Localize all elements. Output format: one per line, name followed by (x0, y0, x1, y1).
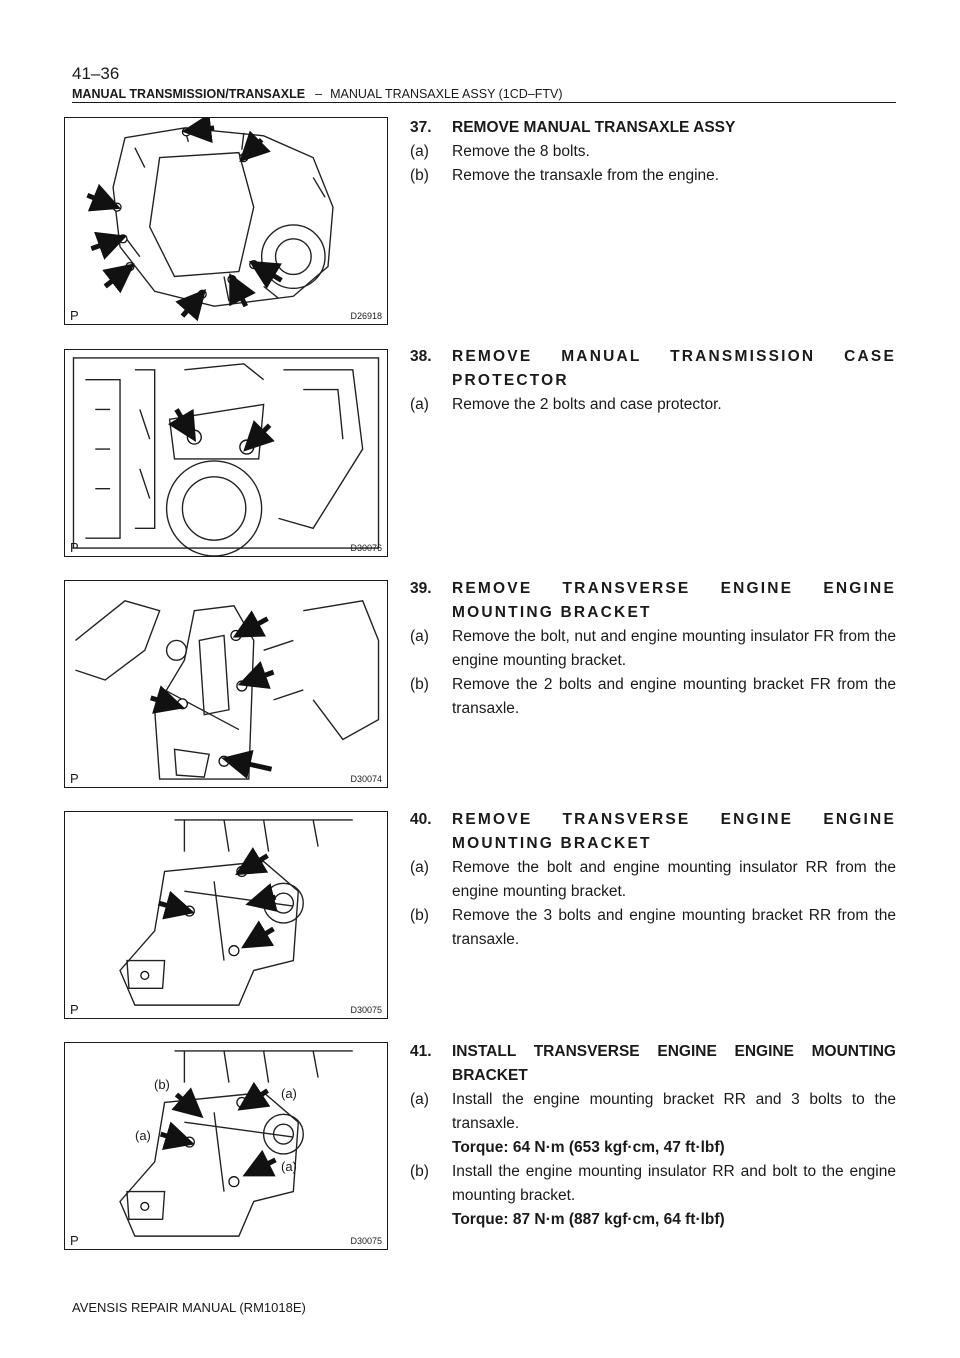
sub-step (410, 625, 896, 673)
sub-step-label: (b) (410, 167, 429, 184)
figure-mounting-bracket-fr (64, 580, 388, 788)
step-title: REMOVE TRANSVERSE ENGINE ENGINE MOUNTING BRACKET (452, 580, 896, 621)
sub-step-label: (a) (410, 859, 429, 876)
callout-label: (a) (281, 1086, 297, 1101)
sub-step-label: (a) (410, 396, 429, 413)
step-number: 40. (410, 811, 432, 828)
step-title: REMOVE MANUAL TRANSAXLE ASSY (452, 119, 736, 136)
sub-step-label: (b) (410, 1163, 429, 1180)
step-37 (410, 116, 896, 188)
sub-step-text: Remove the 3 bolts and engine mounting bracket RR from the transaxle. (452, 907, 896, 948)
header-separator: – (315, 87, 323, 101)
transaxle-housing-illustration (65, 118, 387, 324)
sub-step-label: (a) (410, 1091, 429, 1108)
sub-step (410, 673, 896, 721)
torque-spec: Torque: 87 N·m (887 kgf·cm, 64 ft·lbf) (452, 1211, 725, 1228)
sub-step-text: Install the engine mounting bracket RR and 3 bolts to the transaxle. (452, 1091, 896, 1132)
case-protector-illustration (65, 350, 387, 556)
figure-mounting-bracket-rr-install (64, 1042, 388, 1250)
sub-step-label: (a) (410, 628, 429, 645)
step-title: REMOVE MANUAL TRANSMISSION CASE PROTECTOR (452, 348, 896, 389)
page-number: 41–36 (72, 64, 120, 83)
step-number: 38. (410, 348, 432, 365)
figure-p-mark: P (70, 1233, 79, 1248)
callout-label: (b) (154, 1077, 170, 1092)
sub-step-text: Remove the bolt, nut and engine mounting insulator FR from the engine mounting bracket. (452, 628, 896, 669)
step-number: 37. (410, 119, 432, 136)
mounting-bracket-rr-illustration (65, 812, 387, 1018)
step-39 (410, 577, 896, 721)
step-title: INSTALL TRANSVERSE ENGINE ENGINE MOUNTING BRACKET (452, 1043, 896, 1084)
step-40 (410, 808, 896, 952)
sub-step (410, 164, 896, 188)
step-41 (410, 1040, 896, 1232)
callout-label: (a) (281, 1159, 297, 1174)
mounting-bracket-rr-install-illustration (65, 1043, 387, 1249)
header-subsection: MANUAL TRANSAXLE ASSY (1CD–FTV) (330, 87, 563, 101)
figure-id: D30076 (350, 543, 382, 553)
sub-step-text: Remove the bolt and engine mounting insulator RR from the engine mounting bracket. (452, 859, 896, 900)
sub-step-text: Remove the 2 bolts and engine mounting bracket FR from the transaxle. (452, 676, 896, 717)
figure-id: D30075 (350, 1236, 382, 1246)
figure-p-mark: P (70, 771, 79, 786)
sub-step (410, 1088, 896, 1136)
step-number: 39. (410, 580, 432, 597)
sub-step-text: Install the engine mounting insulator RR and bolt to the engine mounting bracket. (452, 1163, 896, 1204)
header-section: MANUAL TRANSMISSION/TRANSAXLE (72, 87, 306, 101)
step-number: 41. (410, 1043, 432, 1060)
figure-case-protector (64, 349, 388, 557)
figure-id: D26918 (350, 311, 382, 321)
step-title: REMOVE TRANSVERSE ENGINE ENGINE MOUNTING BRACKET (452, 811, 896, 852)
running-header (72, 86, 896, 103)
figure-id: D30075 (350, 1005, 382, 1015)
figure-p-mark: P (70, 308, 79, 323)
sub-step (410, 393, 896, 417)
figure-p-mark: P (70, 540, 79, 555)
sub-step-label: (b) (410, 907, 429, 924)
sub-step-label: (b) (410, 676, 429, 693)
sub-step-text: Remove the 8 bolts. (452, 143, 590, 160)
mounting-bracket-fr-illustration (65, 581, 387, 787)
sub-step-text: Remove the 2 bolts and case protector. (452, 396, 722, 413)
sub-step (410, 140, 896, 164)
figure-transaxle-housing (64, 117, 388, 325)
figure-id: D30074 (350, 774, 382, 784)
torque-spec: Torque: 64 N·m (653 kgf·cm, 47 ft·lbf) (452, 1139, 725, 1156)
figure-p-mark: P (70, 1002, 79, 1017)
page-footer: AVENSIS REPAIR MANUAL (RM1018E) (72, 1300, 306, 1315)
sub-step (410, 1160, 896, 1208)
callout-label: (a) (135, 1128, 151, 1143)
figure-mounting-bracket-rr (64, 811, 388, 1019)
sub-step (410, 856, 896, 904)
step-38 (410, 345, 896, 417)
sub-step (410, 904, 896, 952)
sub-step-text: Remove the transaxle from the engine. (452, 167, 720, 184)
sub-step-label: (a) (410, 143, 429, 160)
